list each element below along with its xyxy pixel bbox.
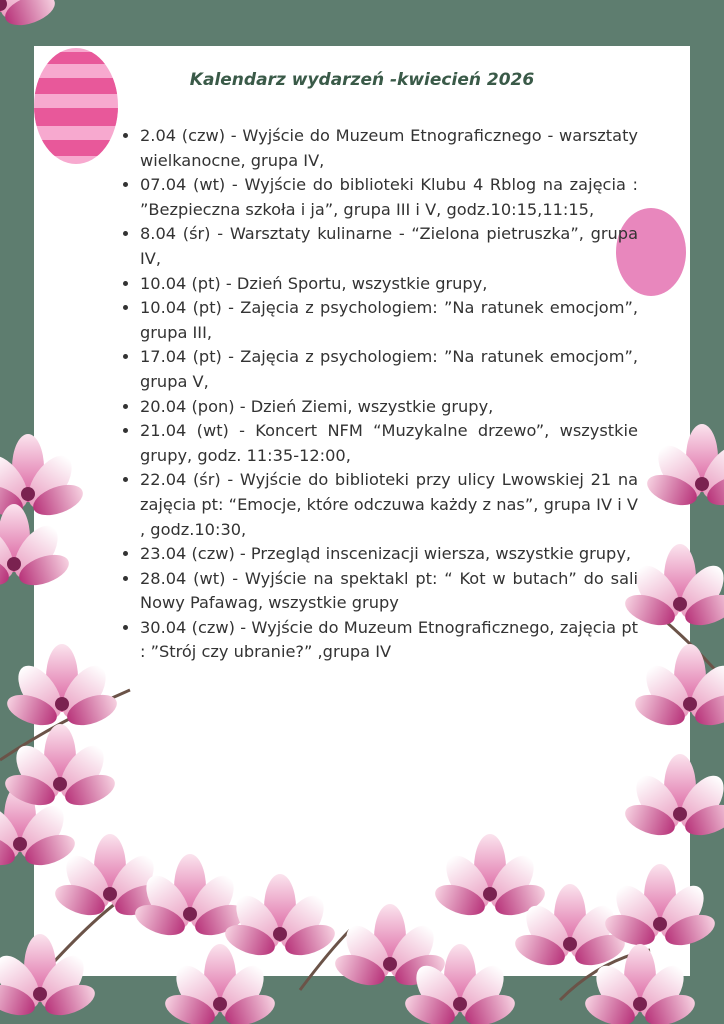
list-item: • 20.04 (pon) - Dzień Ziemi, wszystkie grupy,	[140, 395, 638, 420]
list-item: • 10.04 (pt) - Zajęcia z psychologiem: ”Na ratunek emocjom”, grupa III,	[140, 296, 638, 345]
list-item: • 23.04 (czw) - Przegląd inscenizacji wiersza, wszystkie grupy,	[140, 542, 638, 567]
page-title: Kalendarz wydarzeń -kwiecień 2026	[189, 70, 535, 90]
list-item: • 10.04 (pt) - Dzień Sportu, wszystkie grupy,	[140, 272, 638, 297]
list-item: • 8.04 (śr) - Warsztaty kulinarne - “Zielona pietruszka”, grupa IV,	[140, 222, 638, 271]
list-item: • 17.04 (pt) - Zajęcia z psychologiem: ”Na ratunek emocjom”, grupa V,	[140, 345, 638, 394]
list-item: • 22.04 (śr) - Wyjście do biblioteki przy ulicy Lwowskiej 21 na zajęcia pt: “Emocje, które odczuwa każdy z nas”, grupa IV i V , godz.10:30,	[140, 468, 638, 542]
magnolia-flower-icon	[0, 0, 59, 31]
list-item: • 21.04 (wt) - Koncert NFM “Muzykalne drzewo”, wszystkie grupy, godz. 11:35-12:00,	[140, 419, 638, 468]
list-item: • 30.04 (czw) - Wyjście do Muzeum Etnograficznego, zajęcia pt : ”Strój czy ubranie?” ,grupa IV	[140, 616, 638, 665]
event-list	[118, 124, 638, 665]
list-item: • 28.04 (wt) - Wyjście na spektakl pt: “ Kot w butach” do sali Nowy Pafawag, wszystkie grupy	[140, 567, 638, 616]
list-item: • 07.04 (wt) - Wyjście do biblioteki Klubu 4 Rblog na zajęcia : ”Bezpieczna szkoła i ja”, grupa III i V, godz.10:15,11:15,	[140, 173, 638, 222]
striped-egg-icon	[30, 48, 130, 164]
list-item: • 2.04 (czw) - Wyjście do Muzeum Etnograficznego - warsztaty wielkanocne, grupa IV,	[140, 124, 638, 173]
